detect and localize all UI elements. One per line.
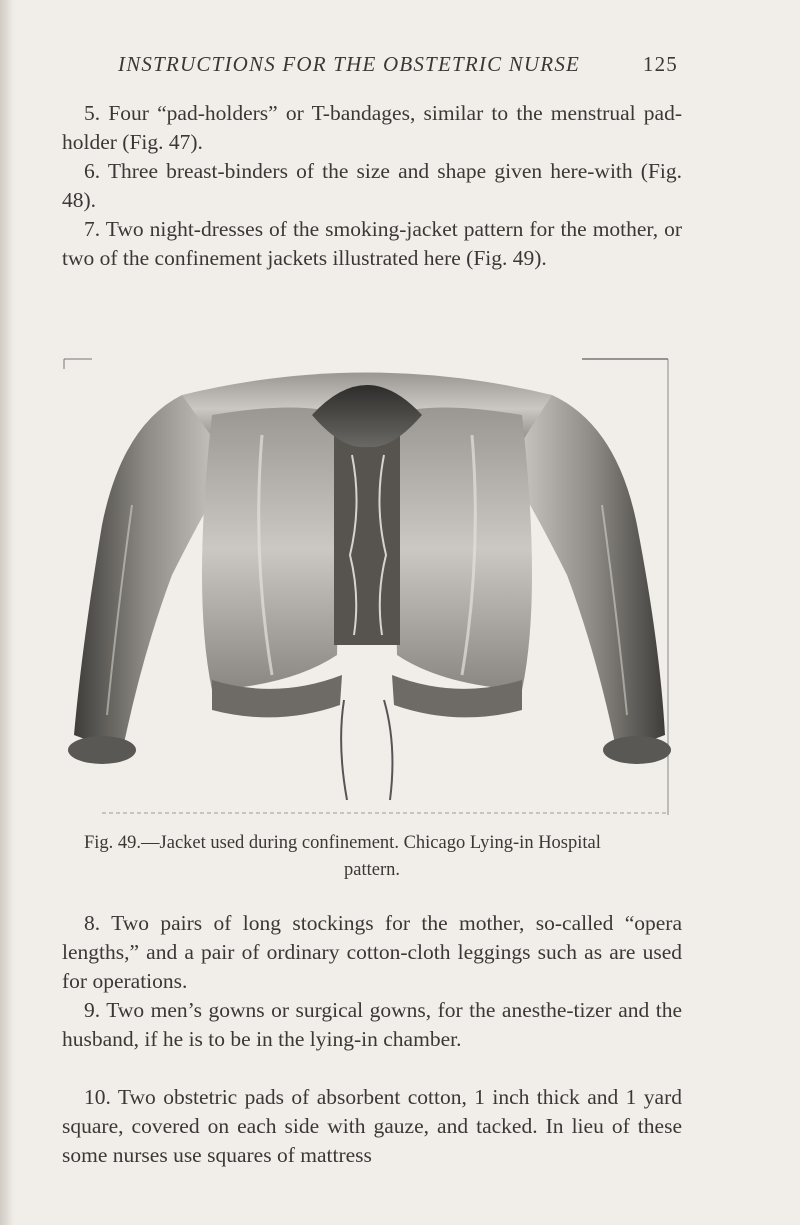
- caption-line-1: Fig. 49.—Jacket used during confinement. Chicago Lying-in Hospital: [84, 833, 601, 853]
- item-10-paragraph: 10. Two obstetric pads of absorbent cotton, 1 inch thick and 1 yard square, covered on each side with gauze, and tacked. In lieu of these some nurses use squares of mattress: [62, 1085, 682, 1167]
- caption-line-2: pattern.: [344, 860, 400, 880]
- running-title: INSTRUCTIONS FOR THE OBSTETRIC NURSE: [118, 52, 581, 76]
- page-number: 125: [642, 52, 678, 76]
- item-5-paragraph: 5. Four “pad-holders” or T-bandages, similar to the menstrual pad-holder (Fig. 47).: [62, 101, 682, 154]
- figure-caption: [62, 830, 682, 884]
- item-6-paragraph: 6. Three breast-binders of the size and shape given here-with (Fig. 48).: [62, 159, 682, 212]
- item-7-paragraph: 7. Two night-dresses of the smoking-jacket pattern for the mother, or two of the confinement jackets illustrated here (Fig. 49).: [62, 217, 682, 270]
- figure-49-jacket-illustration: [62, 355, 672, 817]
- page-edge-shadow: [0, 0, 14, 1225]
- item-8-paragraph: 8. Two pairs of long stockings for the mother, so-called “opera lengths,” and a pair of ordinary cotton-cloth leggings such as are used for operations.: [62, 911, 682, 993]
- item-9-paragraph: 9. Two men’s gowns or surgical gowns, for the anesthe-tizer and the husband, if he is to be in the lying-in chamber.: [62, 998, 682, 1051]
- running-header: [118, 52, 678, 77]
